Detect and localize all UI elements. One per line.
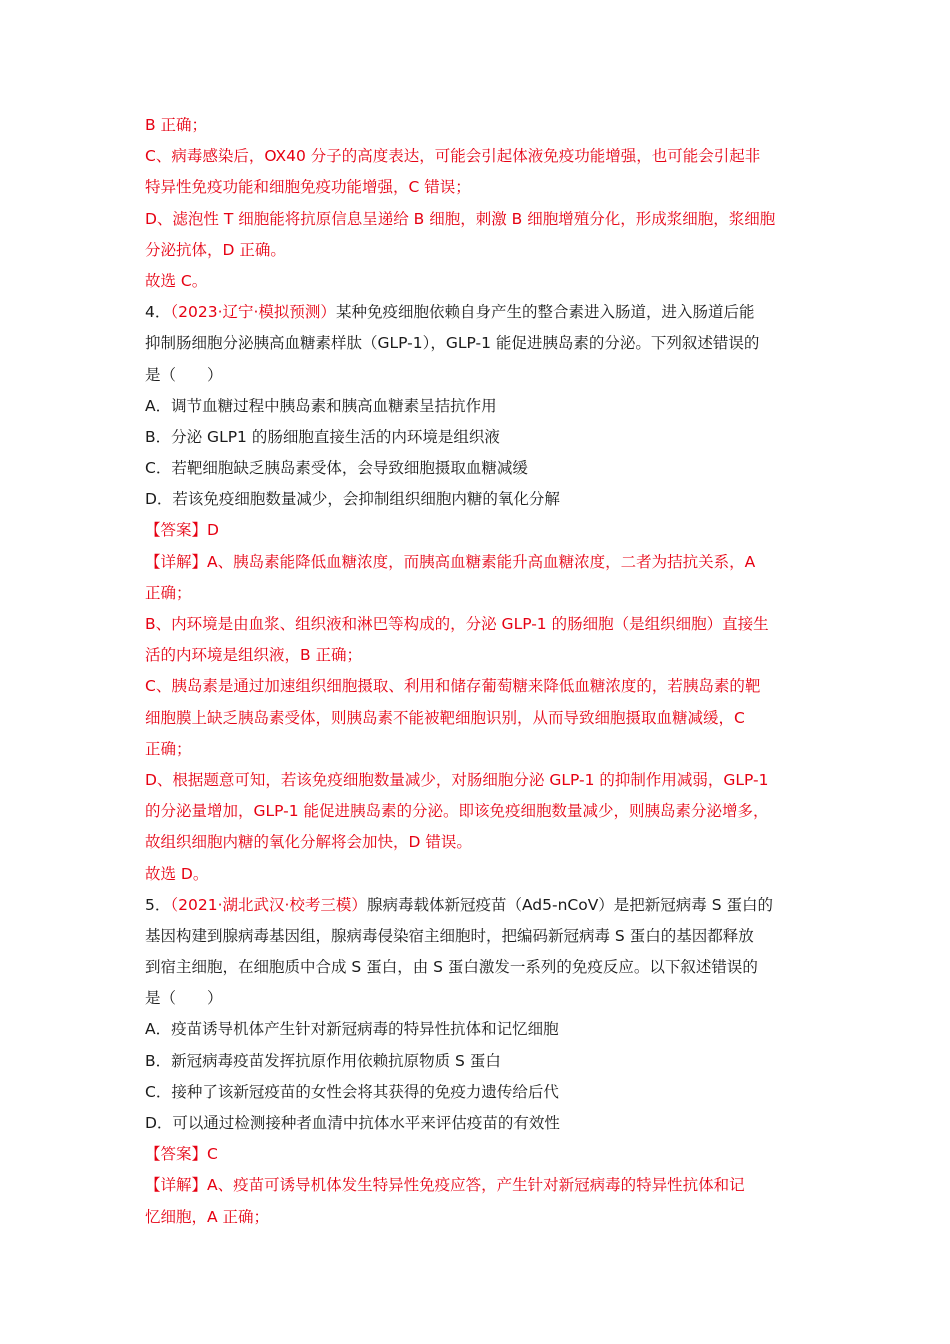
- question-line: 是（ ）: [145, 365, 223, 384]
- document-page: [145, 110, 815, 1233]
- answer-line: 故组织细胞内糖的氧化分解将会加快，D 错误。: [145, 833, 472, 852]
- question-line: 基因构建到腺病毒基因组，腺病毒侵染宿主细胞时，把编码新冠病毒 S 蛋白的基因都释放: [145, 926, 754, 945]
- answer-line: D、根据题意可知，若该免疫细胞数量减少，对肠细胞分泌 GLP-1 的抑制作用减弱，GLP-1: [145, 770, 769, 789]
- answer-line: 【详解】A、疫苗可诱导机体发生特异性免疫应答，产生针对新冠病毒的特异性抗体和记: [145, 1176, 745, 1195]
- question-line: A．疫苗诱导机体产生针对新冠病毒的特异性抗体和记忆细胞: [145, 1020, 559, 1039]
- question-source: （2023·辽宁·模拟预测）: [170, 303, 336, 322]
- answer-line: 正确；: [145, 739, 192, 758]
- question-line: D．若该免疫细胞数量减少，会抑制组织细胞内糖的氧化分解: [145, 490, 560, 509]
- answer-line: 特异性免疫功能和细胞免疫功能增强，C 错误；: [145, 178, 471, 197]
- question-line: A．调节血糖过程中胰岛素和胰高血糖素呈拮抗作用: [145, 396, 497, 415]
- answer-line: 【详解】A、胰岛素能降低血糖浓度，而胰高血糖素能升高血糖浓度，二者为拮抗关系，A: [145, 552, 756, 571]
- question-line: D．可以通过检测接种者血清中抗体水平来评估疫苗的有效性: [145, 1114, 560, 1132]
- question-line: C．接种了该新冠疫苗的女性会将其获得的免疫力遗传给后代: [145, 1082, 559, 1101]
- question-line: 到宿主细胞，在细胞质中合成 S 蛋白，由 S 蛋白激发一系列的免疫反应。以下叙述错误的: [145, 958, 758, 977]
- question-text: 某种免疫细胞依赖自身产生的整合素进入肠道，进入肠道后能: [335, 303, 755, 322]
- question-line: 抑制肠细胞分泌胰高血糖素样肽（GLP-1），GLP-1 能促进胰岛素的分泌。下列叙述错误的: [145, 334, 760, 353]
- answer-line: 分泌抗体，D 正确。: [145, 240, 286, 259]
- question-text: 腺病毒载体新冠疫苗（Ad5-nCoV）是把新冠病毒 S 蛋白的: [366, 895, 773, 914]
- answer-line: 的分泌量增加，GLP-1 能促进胰岛素的分泌。即该免疫细胞数量减少，则胰岛素分泌增多，: [145, 802, 769, 821]
- question-line: C．若靶细胞缺乏胰岛素受体，会导致细胞摄取血糖减缓: [145, 459, 528, 478]
- question-number: 5．: [145, 895, 171, 914]
- question-number: 4．: [145, 303, 171, 322]
- answer-line: B 正确；: [145, 116, 208, 134]
- answer-line: C、胰岛素是通过加速组织细胞摄取、利用和储存葡萄糖来降低血糖浓度的，若胰岛素的靶: [145, 677, 761, 696]
- question-header: [145, 890, 815, 921]
- answer-line: 故选 D。: [145, 864, 209, 883]
- answer-line: B、内环境是由血浆、组织液和淋巴等构成的，分泌 GLP-1 的肠细胞（是组织细胞）直接生: [145, 615, 769, 633]
- answer-line: 活的内环境是组织液，B 正确；: [145, 646, 363, 665]
- answer-line: 细胞膜上缺乏胰岛素受体，则胰岛素不能被靶细胞识别，从而导致细胞摄取血糖减缓，C: [145, 708, 745, 727]
- question-line: B．分泌 GLP1 的肠细胞直接生活的内环境是组织液: [145, 427, 500, 446]
- answer-line: 【答案】D: [145, 521, 219, 540]
- question-line: B．新冠病毒疫苗发挥抗原作用依赖抗原物质 S 蛋白: [145, 1051, 501, 1070]
- answer-line: 忆细胞，A 正确；: [145, 1207, 270, 1226]
- answer-line: D、滤泡性 T 细胞能将抗原信息呈递给 B 细胞，刺激 B 细胞增殖分化，形成浆细胞，浆细胞: [145, 209, 776, 228]
- question-line: 是（ ）: [145, 989, 223, 1008]
- answer-line: 正确；: [145, 583, 192, 602]
- question-header: [145, 297, 815, 328]
- answer-line: 故选 C。: [145, 271, 208, 290]
- question-source: （2021·湖北武汉·校考三模）: [170, 895, 367, 914]
- answer-line: 【答案】C: [145, 1145, 218, 1164]
- answer-line: C、病毒感染后，OX40 分子的高度表达，可能会引起体液免疫功能增强，也可能会引起非: [145, 147, 761, 166]
